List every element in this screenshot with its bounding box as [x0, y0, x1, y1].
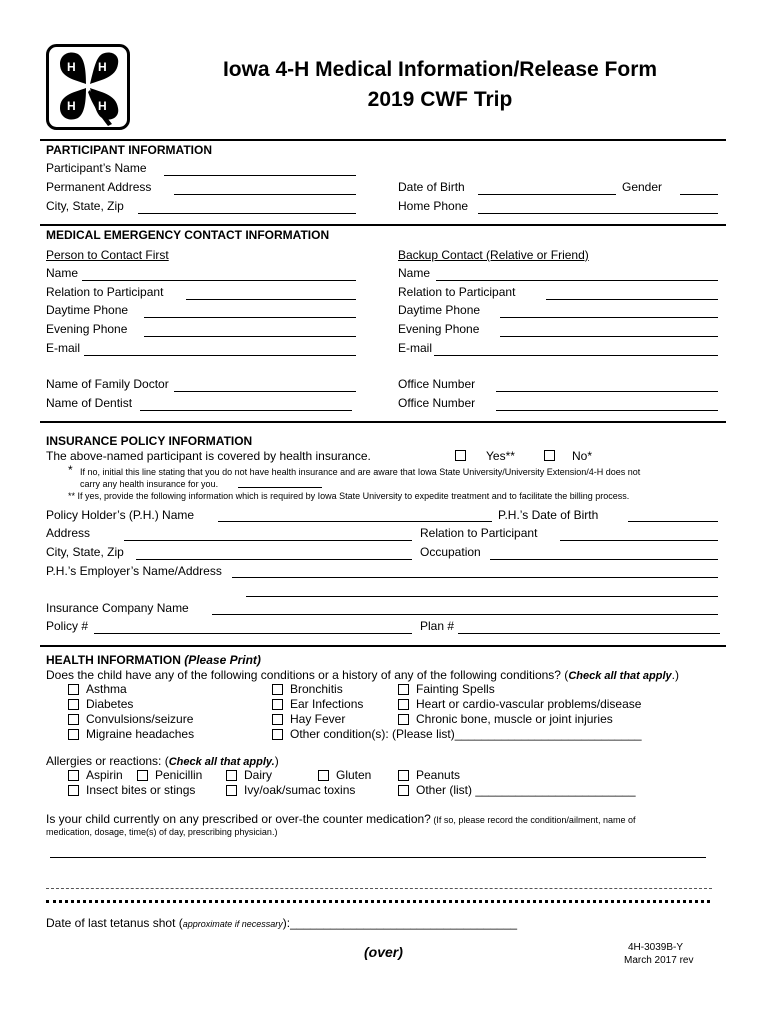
- gluten-checkbox[interactable]: [318, 770, 329, 781]
- dairy-label: Dairy: [244, 768, 273, 782]
- fainting-checkbox[interactable]: [398, 684, 409, 695]
- ear-infections-checkbox[interactable]: [272, 699, 283, 710]
- medication-field-line2[interactable]: [46, 888, 712, 889]
- backup-name-field[interactable]: [436, 280, 718, 281]
- form-title: Iowa 4-H Medical Information/Release Form: [222, 58, 658, 81]
- ins-relation-field[interactable]: [560, 540, 718, 541]
- dentist-office-field[interactable]: [496, 410, 718, 411]
- ins-relation-label: Relation to Participant: [420, 526, 538, 540]
- peanuts-checkbox[interactable]: [398, 770, 409, 781]
- no-label: No*: [572, 449, 593, 463]
- holder-field[interactable]: [218, 521, 492, 522]
- first-relation-label: Relation to Participant: [46, 285, 164, 299]
- holder-label: Policy Holder’s (P.H.) Name: [46, 508, 195, 522]
- medication-note: (If so, please record the condition/ailment, name of: [430, 815, 636, 825]
- yes-label: Yes**: [486, 449, 515, 463]
- form-subtitle: 2019 CWF Trip: [367, 88, 513, 111]
- hay-fever-checkbox[interactable]: [272, 714, 283, 725]
- allergies-post: ): [274, 754, 279, 768]
- first-daytime-field[interactable]: [144, 317, 356, 318]
- no-note-line2: carry any health insurance for you.: [80, 479, 219, 489]
- allergies-bold: Check all that apply.: [168, 756, 275, 768]
- allergies-pre: Allergies or reactions: (: [46, 754, 169, 768]
- first-daytime-label: Daytime Phone: [46, 303, 129, 317]
- dob-field[interactable]: [478, 194, 616, 195]
- initial-field[interactable]: [238, 487, 322, 488]
- first-name-field[interactable]: [82, 280, 356, 281]
- other-condition-label[interactable]: Other condition(s): (Please list)____________________________: [290, 727, 642, 741]
- no-checkbox[interactable]: [544, 450, 555, 461]
- convulsions-checkbox[interactable]: [68, 714, 79, 725]
- tetanus-question[interactable]: [46, 916, 517, 930]
- migraine-checkbox[interactable]: [68, 729, 79, 740]
- covered-text: The above-named participant is covered by health insurance.: [46, 449, 371, 463]
- aspirin-checkbox[interactable]: [68, 770, 79, 781]
- health-heading-note: (Please Print): [184, 653, 261, 667]
- plan-label: Plan #: [420, 619, 455, 633]
- address-field[interactable]: [174, 194, 356, 195]
- health-heading: [46, 653, 261, 667]
- ins-city-label: City, State, Zip: [46, 545, 124, 559]
- convulsions-label: Convulsions/seizure: [86, 712, 194, 726]
- medication-field-line1[interactable]: [50, 857, 706, 858]
- ph-dob-field[interactable]: [628, 521, 718, 522]
- doctor-field[interactable]: [174, 391, 356, 392]
- dotted-divider: [46, 900, 710, 903]
- doctor-office-field[interactable]: [496, 391, 718, 392]
- medication-question-text: Is your child currently on any prescribed or over-the counter medication?: [46, 812, 431, 826]
- revision-date: March 2017 rev: [624, 955, 694, 966]
- form-code: 4H-3039B-Y: [628, 942, 684, 953]
- participant-name-field[interactable]: [164, 175, 356, 176]
- allergies-question: [46, 754, 279, 768]
- doctor-office-label: Office Number: [398, 377, 476, 391]
- yes-note: ** If yes, provide the following information which is required by Iowa State University to expedite treatment and to facilitate the billing process.: [68, 491, 630, 501]
- employer-field-line2[interactable]: [246, 596, 718, 597]
- svg-text:H: H: [98, 99, 107, 113]
- chronic-checkbox[interactable]: [398, 714, 409, 725]
- dairy-checkbox[interactable]: [226, 770, 237, 781]
- other-allergy-checkbox[interactable]: [398, 785, 409, 796]
- ins-address-label: Address: [46, 526, 91, 540]
- penicillin-label: Penicillin: [155, 768, 203, 782]
- participant-heading: PARTICIPANT INFORMATION: [46, 143, 212, 157]
- conditions-question-pre: Does the child have any of the following conditions or a history of any of the following conditions? (: [46, 668, 569, 682]
- backup-email-label: E-mail: [398, 341, 433, 355]
- ins-address-field[interactable]: [124, 540, 412, 541]
- backup-daytime-label: Daytime Phone: [398, 303, 481, 317]
- occupation-field[interactable]: [490, 559, 718, 560]
- backup-contact-heading: Backup Contact (Relative or Friend): [398, 248, 589, 262]
- plan-field[interactable]: [458, 633, 720, 634]
- home-phone-field[interactable]: [478, 213, 718, 214]
- participant-name-label: Participant’s Name: [46, 161, 147, 175]
- backup-relation-label: Relation to Participant: [398, 285, 516, 299]
- no-note-star: *: [68, 463, 73, 477]
- insect-label: Insect bites or stings: [86, 783, 196, 797]
- other-condition-checkbox[interactable]: [272, 729, 283, 740]
- insurance-heading: INSURANCE POLICY INFORMATION: [46, 434, 253, 448]
- backup-relation-field[interactable]: [546, 299, 718, 300]
- ivy-checkbox[interactable]: [226, 785, 237, 796]
- medication-question: [46, 812, 635, 826]
- gender-label: Gender: [622, 180, 663, 194]
- tetanus-post: ):__________________________________: [282, 916, 518, 930]
- emergency-heading: MEDICAL EMERGENCY CONTACT INFORMATION: [46, 228, 330, 242]
- heart-label: Heart or cardio-vascular problems/disease: [416, 697, 642, 711]
- address-label: Permanent Address: [46, 180, 152, 194]
- dentist-field[interactable]: [140, 410, 352, 411]
- policy-label: Policy #: [46, 619, 89, 633]
- ph-dob-label: P.H.’s Date of Birth: [498, 508, 599, 522]
- conditions-question-post: .): [671, 668, 679, 682]
- bronchitis-checkbox[interactable]: [272, 684, 283, 695]
- asthma-label: Asthma: [86, 682, 127, 696]
- bronchitis-label: Bronchitis: [290, 682, 343, 696]
- medication-note-line2: medication, dosage, time(s) of day, prescribing physician.): [46, 827, 278, 837]
- city-field[interactable]: [138, 213, 356, 214]
- ear-infections-label: Ear Infections: [290, 697, 364, 711]
- ivy-label: Ivy/oak/sumac toxins: [244, 783, 356, 797]
- conditions-question-bold: Check all that apply: [568, 670, 672, 682]
- svg-text:H: H: [98, 60, 107, 74]
- divider: [40, 224, 726, 226]
- heart-checkbox[interactable]: [398, 699, 409, 710]
- four-h-clover-logo: [46, 44, 130, 130]
- first-email-label: E-mail: [46, 341, 81, 355]
- city-label: City, State, Zip: [46, 199, 124, 213]
- backup-daytime-field[interactable]: [500, 317, 718, 318]
- svg-text:H: H: [67, 99, 76, 113]
- peanuts-label: Peanuts: [416, 768, 461, 782]
- diabetes-label: Diabetes: [86, 697, 134, 711]
- tetanus-note: approximate if necessary: [182, 919, 283, 929]
- gender-field[interactable]: [680, 194, 718, 195]
- insect-checkbox[interactable]: [68, 785, 79, 796]
- first-evening-label: Evening Phone: [46, 322, 128, 336]
- divider: [40, 421, 726, 423]
- dentist-office-label: Office Number: [398, 396, 476, 410]
- home-phone-label: Home Phone: [398, 199, 469, 213]
- svg-text:H: H: [67, 60, 76, 74]
- first-relation-field[interactable]: [186, 299, 356, 300]
- over-label: (over): [364, 944, 403, 960]
- occupation-label: Occupation: [420, 545, 481, 559]
- fainting-label: Fainting Spells: [416, 682, 495, 696]
- policy-field[interactable]: [94, 633, 412, 634]
- first-name-label: Name: [46, 266, 79, 280]
- first-email-field[interactable]: [84, 355, 356, 356]
- penicillin-checkbox[interactable]: [137, 770, 148, 781]
- clover-icon: [46, 44, 130, 130]
- tetanus-pre: Date of last tetanus shot (: [46, 916, 183, 930]
- ins-city-field[interactable]: [136, 559, 412, 560]
- company-field[interactable]: [212, 614, 718, 615]
- migraine-label: Migraine headaches: [86, 727, 195, 741]
- backup-evening-label: Evening Phone: [398, 322, 480, 336]
- backup-name-label: Name: [398, 266, 431, 280]
- dentist-label: Name of Dentist: [46, 396, 133, 410]
- diabetes-checkbox[interactable]: [68, 699, 79, 710]
- first-contact-heading: Person to Contact First: [46, 248, 169, 262]
- conditions-question: [46, 668, 679, 682]
- chronic-label: Chronic bone, muscle or joint injuries: [416, 712, 613, 726]
- backup-email-field[interactable]: [434, 355, 718, 356]
- asthma-checkbox[interactable]: [68, 684, 79, 695]
- company-label: Insurance Company Name: [46, 601, 189, 615]
- divider: [40, 139, 726, 141]
- doctor-label: Name of Family Doctor: [46, 377, 169, 391]
- dob-label: Date of Birth: [398, 180, 465, 194]
- first-evening-field[interactable]: [144, 336, 356, 337]
- aspirin-label: Aspirin: [86, 768, 123, 782]
- employer-label: P.H.’s Employer’s Name/Address: [46, 564, 222, 578]
- other-allergy-label[interactable]: Other (list) ________________________: [416, 783, 636, 797]
- backup-evening-field[interactable]: [500, 336, 718, 337]
- health-heading-text: HEALTH INFORMATION: [46, 653, 181, 667]
- yes-checkbox[interactable]: [455, 450, 466, 461]
- employer-field[interactable]: [232, 577, 718, 578]
- no-note-line1: If no, initial this line stating that you do not have health insurance and are aware that Iowa State University/University Extension/4-H does not: [80, 467, 641, 477]
- hay-fever-label: Hay Fever: [290, 712, 346, 726]
- gluten-label: Gluten: [336, 768, 372, 782]
- divider: [40, 645, 726, 647]
